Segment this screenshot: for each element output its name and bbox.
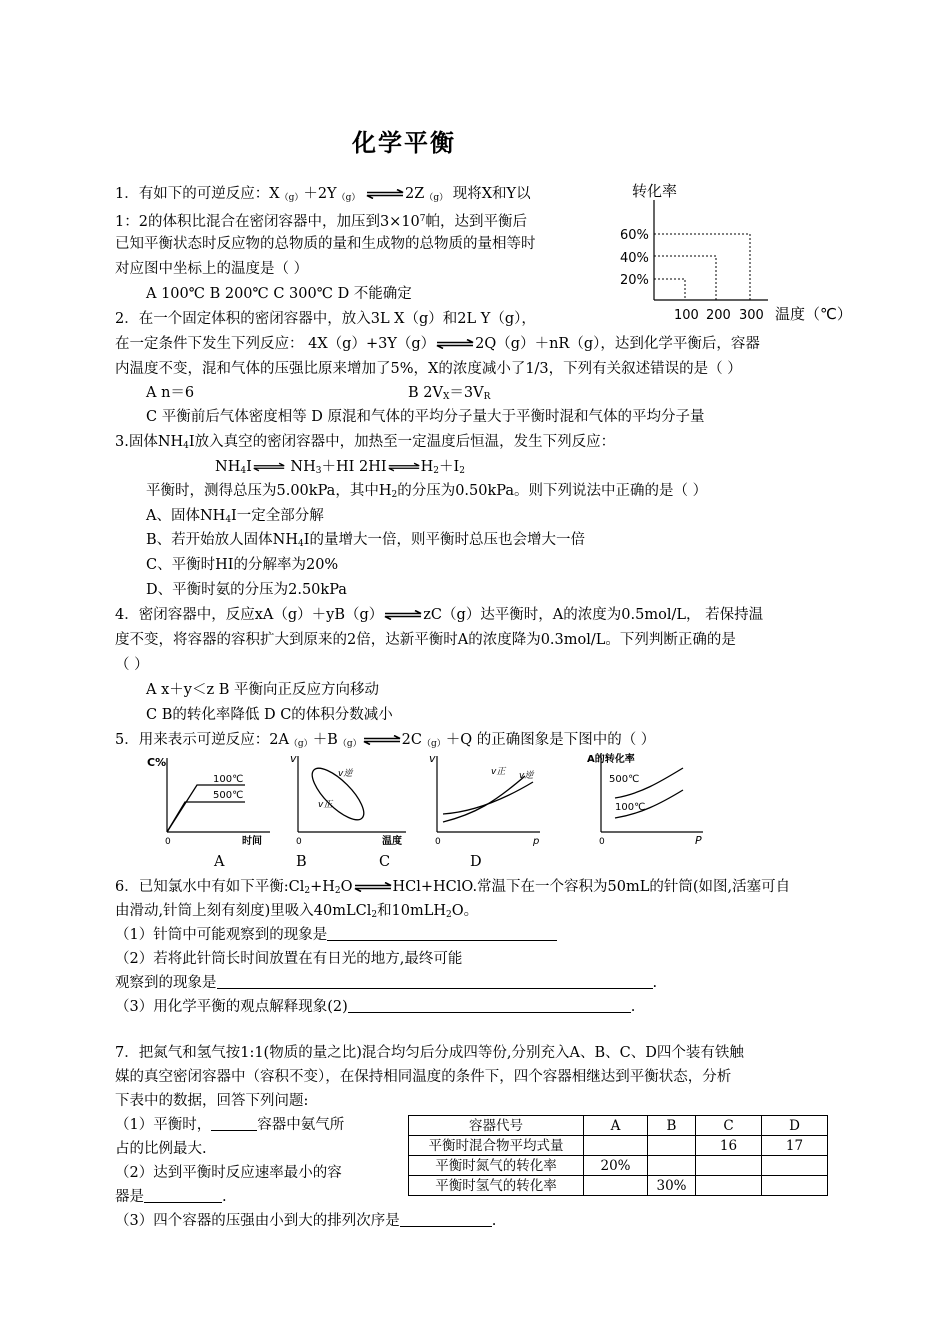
graph-d-xlabel: P	[695, 834, 702, 847]
q3-option-d: D、平衡时氨的分压为2.50kPa	[146, 582, 347, 598]
equilibrium-arrow-icon	[384, 610, 422, 620]
q5-label-b: B	[296, 854, 307, 870]
graph-a-label-500: 500℃	[213, 790, 244, 801]
table-cell: 平衡时氢气的转化率	[409, 1176, 584, 1196]
graph-a	[145, 752, 285, 848]
graph1-xtick-300: 300	[739, 308, 764, 323]
graph-c-label-vfwd: v正	[491, 767, 506, 777]
q6-answer-blank-3[interactable]	[348, 998, 631, 1013]
q6-answer-blank-1[interactable]	[327, 926, 557, 941]
q1-line1: 1．有如下的可逆反应：$X_{(g)}+2Y_{(g)}$ $2Z_{(g)}$ 现将X和Y以	[115, 186, 531, 203]
equilibrium-arrow-icon	[253, 462, 285, 472]
q6-line2: 由滑动,针筒上刻有刻度)里吸入40mLCl$_2$和10mLH$_2$O。	[115, 903, 479, 920]
equilibrium-arrow-icon	[366, 189, 404, 199]
q7-part1-cont: 占的比例最大.	[115, 1141, 207, 1157]
graph1-ytick-40: 40%	[620, 251, 649, 266]
table-cell	[696, 1176, 762, 1196]
q2-option-a: A n＝6	[146, 385, 195, 401]
q7-line1: 7．把氮气和氢气按1:1(物质的量之比)混合均匀后分成四等份,分别充入A、B、C、D四个装有铁触	[115, 1045, 744, 1061]
graph-c-curve-vfwd	[443, 776, 525, 822]
q3-reactions: $NH_4I$ $NH_3+HI$ 2HI $H_2+I_2$	[215, 459, 465, 476]
q4-line3: （ ）	[115, 657, 149, 673]
table-cell	[584, 1176, 648, 1196]
q1-line2: 1：2的体积比混合在密闭容器中，加压到$3\times 10^7$帕，达到平衡后	[115, 214, 528, 230]
graph-c-xlabel: p	[533, 836, 540, 847]
table-header-row	[409, 1116, 828, 1136]
q1-line4: 对应图中坐标上的温度是（ ）	[115, 261, 309, 277]
q4-options-ab: A x＋y＜z B 平衡向正反应方向移动	[146, 682, 379, 698]
table-header-cell: A	[584, 1116, 648, 1136]
q7-answer-blank-3[interactable]	[400, 1212, 492, 1227]
graph-d-label-100: 100℃	[615, 802, 646, 813]
graph1-ytick-60: 60%	[620, 228, 649, 243]
table-cell	[584, 1136, 648, 1156]
q7-part1: （1）平衡时， 容器中氨气所	[115, 1117, 345, 1133]
table-cell: 17	[762, 1136, 828, 1156]
graph1-dash-20	[654, 279, 685, 300]
table-header-cell: B	[648, 1116, 696, 1136]
container-data-table	[408, 1115, 828, 1196]
q6-part3: （3）用化学平衡的观点解释现象(2) .	[115, 999, 636, 1015]
graph-b-xlabel: 温度	[382, 836, 402, 847]
table-header-cell: D	[762, 1116, 828, 1136]
table-row	[409, 1156, 828, 1176]
table-row	[409, 1176, 828, 1196]
q5-label-c: C	[379, 854, 391, 870]
q3-line1: 3.固体$NH_4I$放入真空的密闭容器中，加热至一定温度后恒温，发生下列反应：	[115, 434, 616, 451]
graph-c	[425, 752, 555, 848]
graph-b	[286, 752, 416, 848]
conversion-temperature-graph	[618, 178, 858, 328]
graph-a-ylabel: C%	[147, 756, 167, 769]
q7-line2: 媒的真空密闭容器中（容积不变），在保持相同温度的条件下，四个容器相继达到平衡状态，分析	[115, 1069, 732, 1085]
q1-line3: 已知平衡状态时反应物的总物质的量和生成物的总物质的量相等时	[115, 236, 536, 252]
q6-answer-blank-2[interactable]	[217, 974, 653, 989]
table-cell	[762, 1156, 828, 1176]
graph-a-xlabel: 时间	[242, 836, 262, 847]
q7-part3: （3）四个容器的压强由小到大的排列次序是 .	[115, 1213, 497, 1229]
q7-part2-cont: 器是 .	[115, 1189, 227, 1205]
equilibrium-arrow-icon	[363, 735, 401, 745]
table-header-cell: 容器代号	[409, 1116, 584, 1136]
table-cell: 30%	[648, 1176, 696, 1196]
q4-line2: 度不变，将容器的容积扩大到原来的2倍，达新平衡时A的浓度降为0.3mol/L。下列判断正确的是	[115, 632, 736, 648]
table-cell: 平衡时混合物平均式量	[409, 1136, 584, 1156]
equilibrium-arrow-icon	[388, 462, 420, 472]
graph-a-curve-500	[167, 802, 245, 832]
graph-d-label-500: 500℃	[609, 774, 640, 785]
graph1-xlabel: 温度（℃）	[775, 305, 852, 323]
q3-option-b: B、若开始放人固体$NH_4I$的量增大一倍，则平衡时总压也会增大一倍	[146, 532, 585, 549]
equilibrium-arrow-icon	[354, 882, 392, 892]
table-cell: 16	[696, 1136, 762, 1156]
graph1-dash-60	[654, 234, 750, 300]
graph-d-origin: 0	[599, 837, 605, 847]
table-cell	[696, 1156, 762, 1176]
q3-line3: 平衡时，测得总压为5.00kPa，其中$H_2$的分压为0.50kPa。则下列说法中正确的是（ ）	[146, 483, 708, 500]
q6-part1: （1）针筒中可能观察到的现象是	[115, 925, 557, 945]
q2-option-b: B $2V_X=3V_R$	[408, 385, 491, 402]
graph-b-ylabel: v	[290, 752, 297, 765]
table-cell	[648, 1136, 696, 1156]
q2-line3: 内温度不变，混和气体的压强比原来增加了5%，X的浓度减小了1/3，下列有关叙述错误的是（ ）	[115, 361, 742, 377]
graph-c-curve-vrev	[443, 782, 533, 814]
q5-label-a: A	[214, 854, 225, 870]
q5-line1: 5．用来表示可逆反应：$2A_{(g)}+B_{(g)}$ $2C_{(g)}+Q$ 的正确图象是下图中的（ ）	[115, 732, 656, 749]
graph-a-label-100: 100℃	[213, 774, 244, 785]
table-cell	[648, 1156, 696, 1176]
graph-c-label-vrev: v逆	[519, 771, 534, 781]
table-cell	[762, 1176, 828, 1196]
graph-c-origin: 0	[435, 837, 441, 847]
q1-options: A 100℃ B 200℃ C 300℃ D 不能确定	[146, 286, 412, 302]
graph1-xtick-100: 100	[674, 308, 699, 323]
table-cell: 20%	[584, 1156, 648, 1176]
graph1-ytick-20: 20%	[620, 273, 649, 288]
q6-part2: （2）若将此针筒长时间放置在有日光的地方,最终可能	[115, 951, 463, 967]
graph-d-ylabel: A的转化率	[587, 754, 635, 765]
graph1-ylabel: 转化率	[632, 182, 678, 200]
graph-a-origin: 0	[165, 837, 171, 847]
table-row	[409, 1136, 828, 1156]
graph-c-ylabel: v	[429, 752, 436, 765]
q6-part2-cont: 观察到的现象是 .	[115, 975, 658, 991]
table-cell: 平衡时氮气的转化率	[409, 1156, 584, 1176]
graph-b-origin: 0	[296, 837, 302, 847]
equilibrium-arrow-icon	[436, 339, 474, 349]
q2-line1: 2．在一个固定体积的密闭容器中，放入3L X（g）和2L Y（g），	[115, 311, 536, 327]
q7-part2: （2）达到平衡时反应速率最小的容	[115, 1165, 342, 1181]
q7-answer-blank-2[interactable]	[144, 1188, 222, 1203]
graph1-xtick-200: 200	[706, 308, 731, 323]
graph-b-label-vrev: v逆	[338, 769, 353, 779]
q3-option-a: A、固体$NH_4I$一定全部分解	[146, 508, 324, 525]
page-title: 化学平衡	[352, 129, 456, 157]
q2-line2: 在一定条件下发生下列反应： 4X（g）+3Y（g） 2Q（g）＋nR（g），达到化学平衡后，容器	[115, 336, 760, 352]
q2-options-cd: C 平衡前后气体密度相等 D 原混和气体的平均分子量大于平衡时混和气体的平均分子量	[146, 409, 705, 425]
q7-line3: 下表中的数据，回答下列问题:	[115, 1093, 309, 1109]
graph-b-label-vfwd: v正	[318, 800, 333, 810]
q7-answer-blank-1[interactable]	[211, 1116, 257, 1131]
graph-d	[585, 750, 715, 848]
q3-option-c: C、平衡时HI的分解率为20%	[146, 557, 339, 573]
q4-options-cd: C B的转化率降低 D C的体积分数减小	[146, 707, 393, 723]
q6-line1: 6．已知氯水中有如下平衡$:Cl_2+H_2O$ HCl+HClO.常温下在一个容积为50mL的针筒(如图,活塞可自	[115, 879, 791, 896]
q4-line1: 4．密闭容器中，反应xA（g）＋yB（g） zC（g）达平衡时，A的浓度为0.5mol/L， 若保持温	[115, 607, 764, 623]
table-header-cell: C	[696, 1116, 762, 1136]
q5-label-d: D	[470, 854, 482, 870]
